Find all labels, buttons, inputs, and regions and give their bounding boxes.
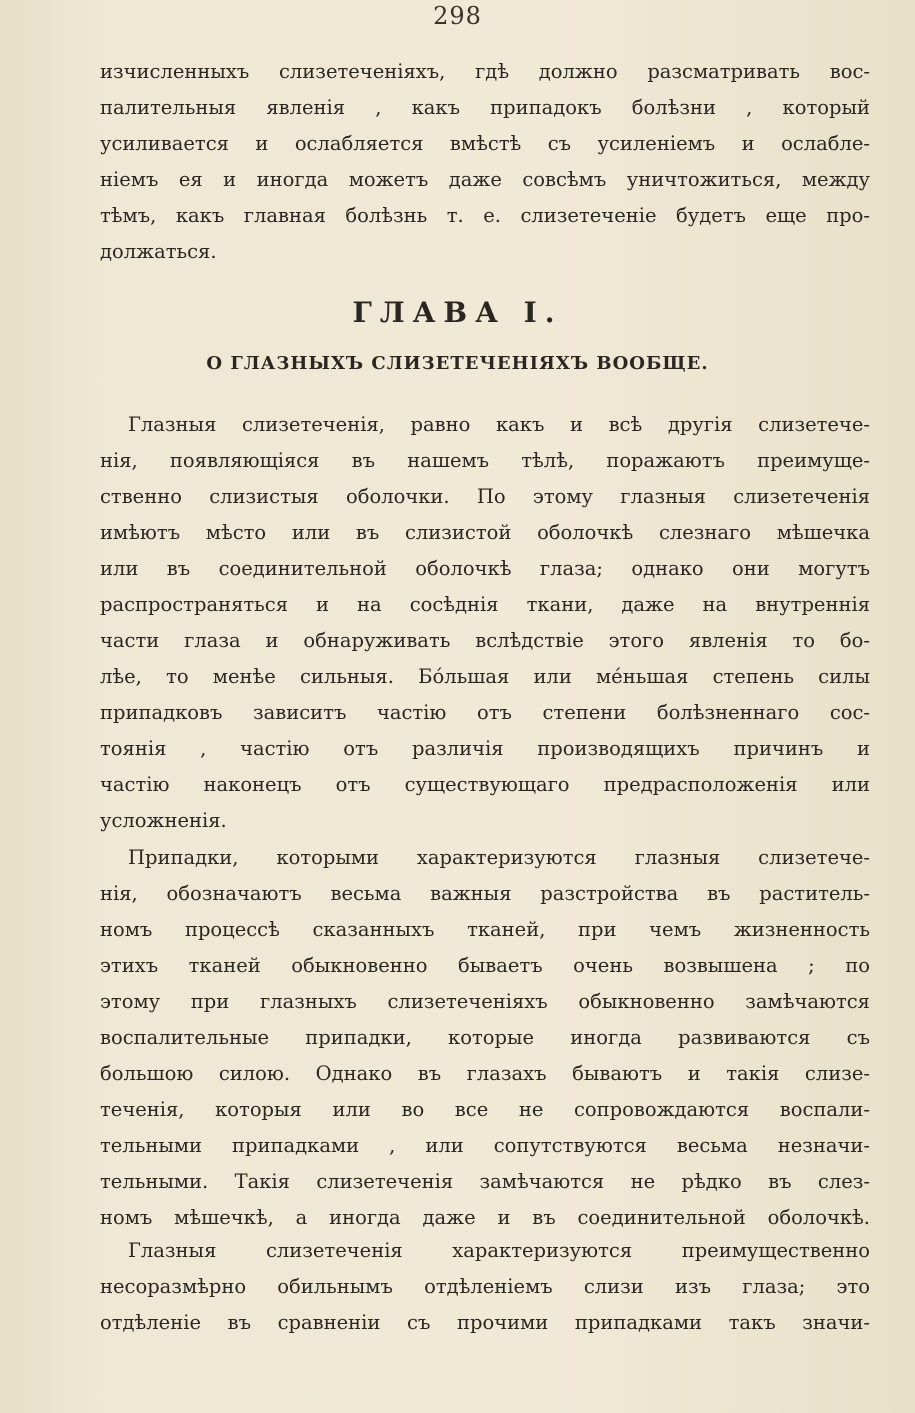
- text-line: номъ процессѣ сказанныхъ тканей, при чемъ жизненность: [100, 918, 870, 941]
- text-line: имѣютъ мѣсто или въ слизистой оболочкѣ слезнаго мѣшечка: [100, 521, 870, 544]
- text-line: нія, обозначаютъ весьма важныя разстройства въ раститель-: [100, 882, 870, 905]
- chapter-subtitle: О ГЛАЗНЫХЪ СЛИЗЕТЕЧЕНІЯХЪ ВООБЩЕ.: [206, 353, 709, 374]
- continuation-paragraph: [100, 54, 870, 270]
- text-line: этому при глазныхъ слизетеченіяхъ обыкновенно замѣчаются: [100, 990, 870, 1013]
- text-line: несоразмѣрно обильнымъ отдѣленіемъ слизи изъ глаза; это: [100, 1275, 870, 1298]
- text-line: Глазныя слизетеченія характеризуются преимущественно: [128, 1239, 870, 1262]
- paragraph-3: [100, 1233, 870, 1341]
- page-number: 298: [433, 2, 482, 30]
- text-line: припадковъ зависитъ частію отъ степени болѣзненнаго сос-: [100, 701, 870, 724]
- text-line: тельными припадками , или сопутствуются весьма незначи-: [100, 1134, 870, 1157]
- text-line: палительныя явленія , какъ припадокъ болѣзни , который: [100, 96, 870, 119]
- text-line: тоянія , частію отъ различія производящихъ причинъ и: [100, 737, 870, 760]
- text-line: Припадки, которыми характеризуются глазныя слизетече-: [128, 846, 870, 869]
- text-line: воспалительные припадки, которые иногда развиваются съ: [100, 1026, 870, 1049]
- text-line: отдѣленіе въ сравненіи съ прочими припадками такъ значи-: [100, 1311, 870, 1334]
- text-line: нія, появляющіяся въ нашемъ тѣлѣ, поражаютъ преимуще-: [100, 449, 870, 472]
- text-line: номъ мѣшечкѣ, а иногда даже и въ соединительной оболочкѣ.: [100, 1206, 870, 1229]
- text-line: тельными. Такія слизетеченія замѣчаются не рѣдко въ слез-: [100, 1170, 870, 1193]
- text-line: ственно слизистыя оболочки. По этому глазныя слизетеченія: [100, 485, 870, 508]
- text-line: распространяться и на сосѣднія ткани, даже на внутреннія: [100, 593, 870, 616]
- text-line: ніемъ ея и иногда можетъ даже совсѣмъ уничтожиться, между: [100, 168, 870, 191]
- text-line: лѣе, то менѣе сильныя. Бо́льшая или ме́ньшая степень силы: [100, 665, 870, 688]
- text-line: части глаза и обнаруживать вслѣдствіе этого явленія то бо-: [100, 629, 870, 652]
- text-line: этихъ тканей обыкновенно бываетъ очень возвышена ; по: [100, 954, 870, 977]
- text-line: частію наконецъ отъ существующаго предрасположенія или: [100, 773, 870, 796]
- text-line: должаться.: [100, 240, 217, 263]
- paragraph-2: [100, 840, 870, 1236]
- text-line: Глазныя слизетеченія, равно какъ и всѣ другія слизетече-: [128, 413, 870, 436]
- text-line: большою силою. Однако въ глазахъ бываютъ и такія слизе-: [100, 1062, 870, 1085]
- text-line: усиливается и ослабляется вмѣстѣ съ усиленіемъ и ослабле-: [100, 132, 870, 155]
- text-line: теченія, которыя или во все не сопровождаются воспали-: [100, 1098, 870, 1121]
- text-line: изчисленныхъ слизетеченіяхъ, гдѣ должно разсматривать вос-: [100, 60, 870, 83]
- text-line: тѣмъ, какъ главная болѣзнь т. е. слизетеченіе будетъ еще про-: [100, 204, 870, 227]
- text-line: усложненія.: [100, 809, 227, 832]
- chapter-title: ГЛАВА I.: [352, 296, 563, 329]
- text-line: или въ соединительной оболочкѣ глаза; однако они могутъ: [100, 557, 870, 580]
- paragraph-1: [100, 407, 870, 839]
